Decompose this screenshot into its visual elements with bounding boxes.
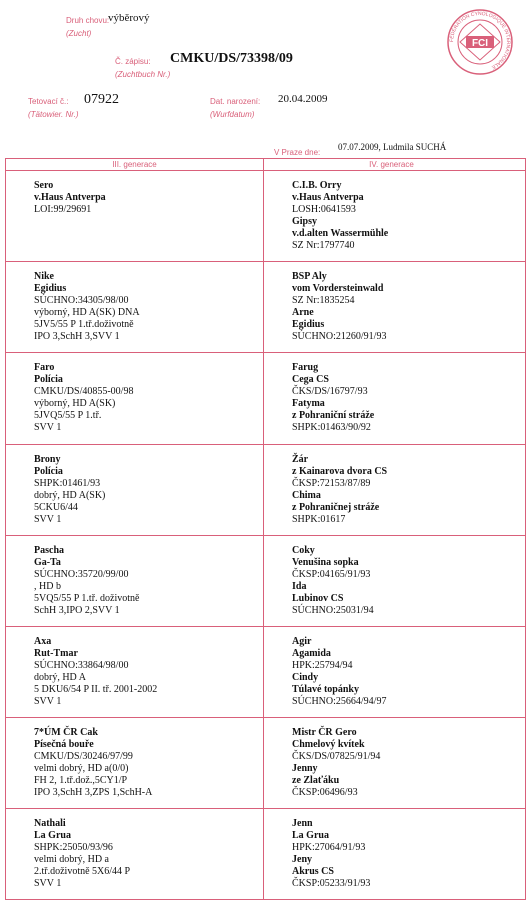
dog-name-line: Venušina sopka bbox=[292, 556, 359, 568]
dog-detail-line: SÚCHNO:21260/91/93 bbox=[292, 331, 387, 343]
dog-detail-line: SÚCHNO:25031/94 bbox=[292, 604, 374, 616]
dog-name-line: Faro bbox=[34, 362, 55, 374]
dog-detail-line: ČKS/DS/16797/93 bbox=[292, 386, 368, 398]
dog-detail-line: ČKSP:72153/87/89 bbox=[292, 477, 371, 489]
dog-detail-line: ČKSP:05233/91/93 bbox=[292, 878, 371, 890]
dog-detail-line: FH 2, 1.tř.dož.,5CY1/P bbox=[34, 775, 128, 787]
narozeni-sub: (Wurfdatum) bbox=[210, 110, 255, 119]
fci-text: FCI bbox=[471, 38, 489, 49]
dog-name-line: Pascha bbox=[34, 544, 64, 556]
column-header-gen3: III. generace bbox=[112, 160, 157, 169]
dog-name-line: Mistr ČR Gero bbox=[292, 727, 357, 739]
dog-name-line: Písečná bouře bbox=[34, 739, 94, 751]
zapis-sub: (Zuchtbuch Nr.) bbox=[115, 70, 171, 79]
dog-detail-line: SÚCHNO:34305/98/00 bbox=[34, 295, 129, 307]
dog-detail-line: výborný, HD A(SK) DNA bbox=[34, 307, 140, 319]
dog-detail-line: SÚCHNO:33864/98/00 bbox=[34, 660, 129, 671]
dog-name-line: Akrus CS bbox=[292, 866, 334, 878]
pedigree-cell-left bbox=[34, 545, 139, 617]
dog-detail-line: ČKSP:04165/91/93 bbox=[292, 568, 371, 580]
dog-name-line: Brony bbox=[34, 453, 61, 465]
pedigree-cell-right bbox=[292, 454, 387, 526]
dog-name-line: Agir bbox=[292, 636, 312, 647]
dog-detail-line: SZ Nr:1797740 bbox=[292, 240, 355, 251]
dog-detail-line: dobrý, HD A bbox=[34, 672, 86, 683]
pedigree-cell-right bbox=[292, 545, 374, 617]
dog-detail-line: 5JVQ5/55 P 1.tř. bbox=[34, 410, 102, 422]
pedigree-cell-right bbox=[292, 727, 380, 799]
dog-name-line: La Grua bbox=[34, 830, 71, 842]
dog-detail-line: ČKSP:06496/93 bbox=[292, 787, 358, 799]
pedigree-cell-left bbox=[34, 818, 130, 890]
dog-name-line: BSP Aly bbox=[292, 271, 327, 283]
dog-name-line: Polícia bbox=[34, 465, 63, 477]
tetovaci-sub: (Tätowier. Nr.) bbox=[28, 110, 79, 119]
dog-detail-line: velmi dobrý, HD a(0/0) bbox=[34, 763, 129, 775]
dog-name-line: vom Vordersteinwald bbox=[292, 283, 384, 295]
dog-detail-line: SVV 1 bbox=[34, 422, 62, 434]
pedigree-cell-right bbox=[292, 636, 386, 708]
dog-name-line: Žár bbox=[292, 453, 309, 465]
dog-name-line: v.Haus Antverpa bbox=[34, 192, 106, 203]
dog-name-line: Polícia bbox=[34, 374, 63, 386]
pedigree-cell-right bbox=[292, 362, 374, 434]
praze-label: V Praze dne: bbox=[274, 148, 321, 157]
dog-name-line: Ida bbox=[292, 580, 307, 592]
dog-detail-line: SHPK:01461/93 bbox=[34, 477, 101, 489]
dog-detail-line: SHPK:01617 bbox=[292, 513, 346, 525]
dog-name-line: Nathali bbox=[34, 818, 66, 830]
dog-detail-line: SVV 1 bbox=[34, 513, 62, 525]
dog-name-line: Axa bbox=[34, 636, 52, 647]
druh-label: Druh chovu: bbox=[66, 16, 110, 25]
dog-detail-line: SÚCHNO:25664/94/97 bbox=[292, 696, 387, 707]
dog-name-line: Coky bbox=[292, 544, 315, 556]
dog-name-line: ze Zlaťáku bbox=[292, 775, 340, 787]
pedigree-cell-right bbox=[292, 271, 386, 343]
dog-name-line: Egidius bbox=[292, 319, 325, 331]
druh-value: výběrový bbox=[108, 12, 150, 24]
dog-name-line: Agamida bbox=[292, 648, 331, 659]
pedigree-cell-left bbox=[34, 362, 133, 434]
dog-name-line: Rut-Tmar bbox=[34, 648, 78, 659]
tetovaci-label: Tetovací č.: bbox=[28, 97, 69, 106]
dog-detail-line: LOI:99/29691 bbox=[34, 204, 92, 215]
dog-name-line: Túlavé topánky bbox=[292, 684, 359, 695]
dog-detail-line: SÚCHNO:35720/99/00 bbox=[34, 568, 129, 580]
dog-detail-line: CMKU/DS/30246/97/99 bbox=[34, 751, 133, 763]
pedigree-cell-left bbox=[34, 727, 152, 799]
dog-name-line: La Grua bbox=[292, 830, 329, 842]
dog-name-line: Lubinov CS bbox=[292, 592, 344, 604]
dog-name-line: z Kainarova dvora CS bbox=[292, 465, 388, 477]
dog-name-line: Chima bbox=[292, 489, 321, 501]
pedigree-cell-left bbox=[34, 636, 157, 708]
dog-detail-line: výborný, HD A(SK) bbox=[34, 398, 116, 410]
dog-name-line: v.d.alten Wassermühle bbox=[292, 228, 389, 239]
pedigree-cell-left bbox=[34, 271, 140, 343]
dog-detail-line: SVV 1 bbox=[34, 696, 62, 707]
dog-name-line: Ga-Ta bbox=[34, 556, 61, 568]
fci-logo bbox=[446, 8, 514, 76]
dog-name-line: Cindy bbox=[292, 672, 319, 683]
dog-name-line: Sero bbox=[34, 180, 54, 191]
pedigree-cell-right bbox=[292, 180, 388, 252]
dog-detail-line: 5 DKU6/54 P II. tř. 2001-2002 bbox=[34, 684, 158, 695]
dog-name-line: C.I.B. Orry bbox=[292, 180, 342, 191]
dog-name-line: Farug bbox=[292, 362, 319, 374]
dog-detail-line: HPK:25794/94 bbox=[292, 660, 353, 671]
pedigree-cell-right bbox=[292, 818, 370, 890]
dog-detail-line: SchH 3,IPO 2,SVV 1 bbox=[34, 604, 120, 616]
dog-name-line: Arne bbox=[292, 307, 314, 319]
dog-detail-line: HPK:27064/91/93 bbox=[292, 842, 366, 854]
dog-detail-line: SHPK:25050/93/96 bbox=[34, 842, 113, 854]
dog-name-line: Cega CS bbox=[292, 374, 329, 386]
dog-name-line: z Pohraniční stráže bbox=[292, 410, 375, 422]
dog-detail-line: 5CKU6/44 bbox=[34, 501, 78, 513]
dog-detail-line: , HD b bbox=[34, 580, 61, 592]
dog-detail-line: dobrý, HD A(SK) bbox=[34, 489, 106, 501]
praze-value: 07.07.2009, Ludmila SUCHÁ bbox=[338, 142, 447, 152]
dog-detail-line: velmi dobrý, HD a bbox=[34, 854, 109, 866]
dog-detail-line: SVV 1 bbox=[34, 878, 62, 890]
dog-name-line: Jeny bbox=[292, 854, 312, 866]
dog-detail-line: SHPK:01463/90/92 bbox=[292, 422, 371, 434]
dog-name-line: Gipsy bbox=[292, 216, 318, 227]
dog-name-line: Chmelový kvítek bbox=[292, 739, 365, 751]
dog-name-line: v.Haus Antverpa bbox=[292, 192, 364, 203]
dog-detail-line: 5JV5/55 P 1.tř.doživotně bbox=[34, 319, 134, 331]
dog-detail-line: 5VQ5/55 P 1.tř. doživotně bbox=[34, 592, 140, 604]
dog-name-line: z Pohraničnej stráže bbox=[292, 501, 380, 513]
dog-detail-line: IPO 3,SchH 3,ZPS 1,SchH-A bbox=[34, 787, 153, 799]
dog-detail-line: 2.tř.doživotně 5X6/44 P bbox=[34, 866, 131, 878]
dog-detail-line: ČKS/DS/07825/91/94 bbox=[292, 751, 381, 763]
dog-detail-line: SZ Nr:1835254 bbox=[292, 295, 355, 307]
column-header-gen4: IV. generace bbox=[369, 160, 414, 169]
tetovaci-value: 07922 bbox=[84, 92, 119, 107]
dog-name-line: Jenny bbox=[292, 763, 318, 775]
zapis-value: CMKU/DS/73398/09 bbox=[170, 51, 293, 66]
narozeni-label: Dat. narození: bbox=[210, 97, 261, 106]
druh-sub: (Zucht) bbox=[66, 29, 92, 38]
dog-name-line: Nike bbox=[34, 271, 54, 283]
dog-detail-line: LOSH:0641593 bbox=[292, 204, 356, 215]
pedigree-cell-left bbox=[34, 454, 105, 526]
dog-detail-line: CMKU/DS/40855-00/98 bbox=[34, 386, 134, 398]
pedigree-grid bbox=[5, 158, 526, 900]
narozeni-value: 20.04.2009 bbox=[278, 93, 328, 105]
pedigree-cell-left bbox=[34, 180, 106, 216]
fci-ring-text: FÉDÉRATION CYNOLOGIQUE INTERNATIONALE bbox=[448, 10, 512, 71]
zapis-label: Č. zápisu: bbox=[115, 57, 151, 66]
dog-name-line: Egidius bbox=[34, 283, 67, 295]
dog-detail-line: IPO 3,SchH 3,SVV 1 bbox=[34, 331, 120, 343]
dog-name-line: Jenn bbox=[292, 818, 313, 830]
dog-name-line: Fatyma bbox=[292, 398, 325, 410]
dog-name-line: 7*ÚM ČR Cak bbox=[34, 727, 98, 739]
